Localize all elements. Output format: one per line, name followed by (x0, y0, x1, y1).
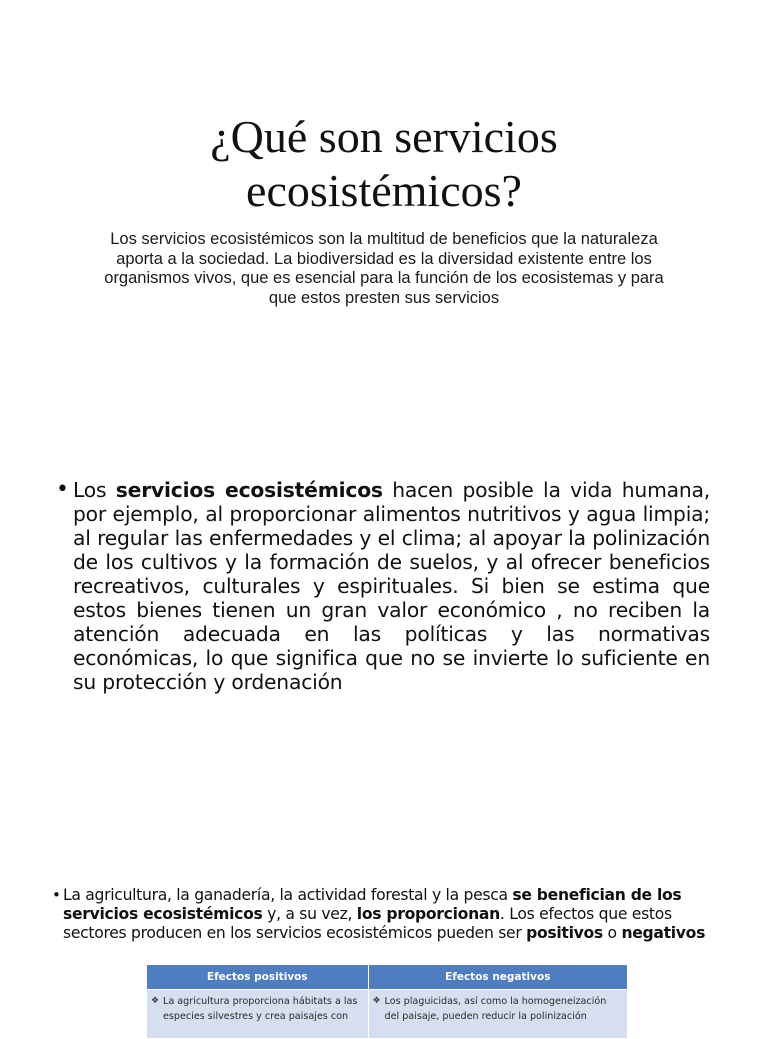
cell-positive (147, 990, 369, 1039)
subtitle-paragraph: Los servicios ecosistémicos son la multitud de beneficios que la naturaleza aporta a la sociedad. La biodiversidad es la diversidad existente entre los organismos vivos, que es esencial para la función de los ecosistemas y para que estos presten sus servicios (104, 230, 664, 307)
bullet2-part2: y, a su vez, (262, 905, 357, 923)
bullet-servicios (56, 478, 710, 694)
cell-negative-text: Los plaguicidas, así como la homogeneización del paisaje, pueden reducir la polinización (384, 996, 607, 1022)
bullet-agricultura-text (63, 886, 714, 943)
header-positive: Efectos positivos (147, 965, 369, 990)
bullet2-part1: La agricultura, la ganadería, la actividad forestal y la pesca (63, 886, 513, 904)
bullet2-bold2: los proporcionan (356, 905, 500, 923)
bullet-marker: • (52, 886, 61, 904)
bullet1-bold: servicios ecosistémicos (115, 478, 383, 502)
cell-positive-text: La agricultura proporciona hábitats a las especies silvestres y crea paisajes con (163, 996, 358, 1022)
bullet1-post: hacen posible la vida humana, por ejemplo, al proporcionar alimentos nutritivos y agua limpia; al regular las enfermedades y el clima; al apoyar la polinización de los cultivos y la formación de suelos, y al ofrecer beneficios recreativos, culturales y espirituales. Si bien se estima que estos bienes tienen un gran valor económico , no reciben la atención adecuada en las políticas y las normativas económicas, lo que significa que no se invierte lo suficiente en su protección y ordenación (73, 478, 710, 694)
bullet-servicios-text (73, 478, 710, 694)
bullet-marker: • (56, 477, 69, 502)
bullet2-bold3: positivos (526, 924, 603, 942)
bullet2-bold4: negativos (621, 924, 706, 942)
bullet-agricultura (52, 886, 714, 943)
title-line-2: ecosistémicos? (246, 165, 522, 216)
title-line-1: ¿Qué son servicios (210, 111, 558, 162)
diamond-bullet-icon: ❖ (151, 996, 160, 1006)
cell-negative (368, 990, 627, 1039)
bullet2-part4: o (602, 924, 622, 942)
diamond-bullet-icon: ❖ (372, 996, 381, 1006)
bullet2-part3: . Los efectos que estos sectores producen en los servicios ecosistémicos pueden ser (63, 905, 672, 942)
page-title (0, 110, 768, 218)
header-negative: Efectos negativos (368, 965, 627, 990)
table-row (147, 990, 628, 1039)
bullet2-bold1: se benefician de los servicios ecosistémicos (63, 886, 682, 923)
effects-table (146, 964, 628, 1039)
bullet1-pre: Los (73, 478, 116, 502)
table-header-row (147, 965, 628, 990)
